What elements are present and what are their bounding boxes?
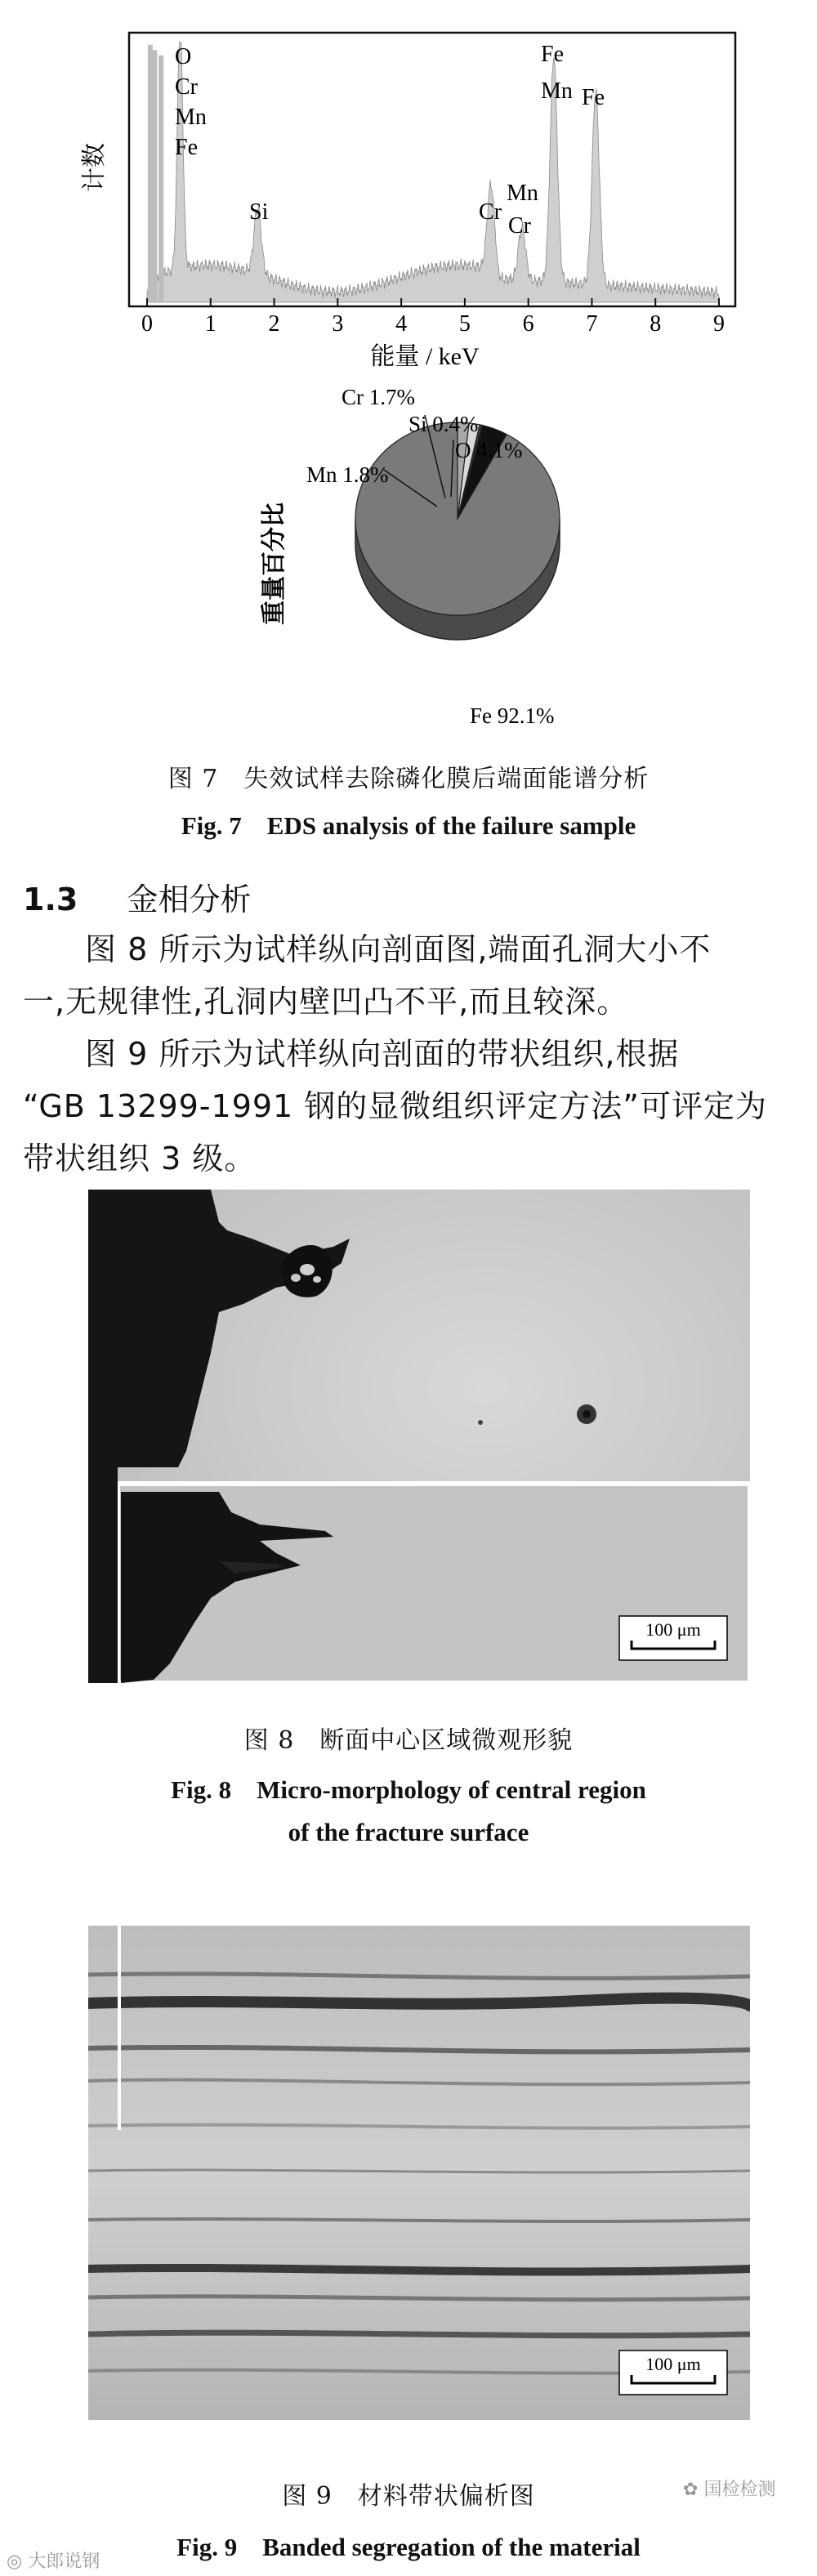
paragraph-line: 图 8 所示为试样纵向剖面图,端面孔洞大小不 — [85, 931, 712, 967]
spectrum-peak-label: Mn — [175, 105, 207, 130]
spectrum-xtick-label: 5 — [458, 311, 471, 337]
paragraph-1 — [23, 923, 807, 1028]
fig8-caption-en-2: of the fracture surface — [288, 1818, 529, 1846]
fig9-scalebar — [619, 2351, 727, 2395]
spectrum-peak-label: Fe — [541, 42, 564, 67]
fig9-micrograph — [88, 1926, 750, 2420]
spectrum-peak-label: Mn — [541, 78, 573, 104]
pie-ylabel: 重量百分比 — [261, 502, 288, 625]
watermark-right: ✿ 国检检测 — [683, 2480, 776, 2500]
paragraph-2 — [23, 1028, 807, 1185]
pie-label-fe: Fe 92.1% — [470, 703, 555, 728]
spectrum-xtick-label: 8 — [650, 311, 662, 337]
spectrum-peak-label: Cr — [175, 74, 198, 100]
spectrum-peak-label: Cr — [508, 213, 531, 239]
pie-label-mn: Mn 1.8% — [306, 462, 389, 487]
spectrum-curve — [147, 42, 719, 303]
spectrum-low-energy-line — [158, 56, 163, 302]
pie-label-o: O 4.1% — [455, 438, 523, 462]
fig8-scalebar-label: 100 μm — [645, 1619, 701, 1640]
section-title: 金相分析 — [127, 882, 252, 917]
fig9-caption-en: Fig. 9 Banded segregation of the material — [176, 2533, 641, 2561]
spectrum-ylabel: 计数 — [81, 143, 108, 192]
watermark-left: ◎ 大郎说钢 — [7, 2551, 100, 2572]
spectrum-xtick-label: 1 — [204, 311, 217, 337]
section-number: 1.3 — [23, 882, 78, 917]
spectrum-xlabel: 能量 / keV — [370, 343, 480, 370]
spectrum-peak-label: Fe — [582, 85, 605, 110]
fig7-caption-en: Fig. 7 EDS analysis of the failure sample — [181, 811, 636, 840]
weight-percent-pie — [0, 376, 817, 752]
spectrum-peak-label: Cr — [479, 199, 502, 225]
spectrum-xticks — [141, 298, 725, 337]
fig9-caption-cn: 图 9 材料带状偏析图 — [282, 2482, 535, 2511]
paragraph-line: 带状组织 3 级。 — [23, 1141, 257, 1176]
paragraph-line: 一,无规律性,孔洞内壁凹凸不平,而且较深。 — [23, 984, 629, 1020]
paragraph-line: “GB 13299-1991 钢的显微组织评定方法”可评定为 — [23, 1088, 767, 1124]
spectrum-xtick-label: 4 — [395, 311, 408, 337]
spectrum-xtick-label: 7 — [586, 311, 598, 337]
spectrum-peak-label: O — [175, 44, 192, 69]
fig8-caption-cn: 图 8 断面中心区域微观形貌 — [243, 1726, 574, 1755]
fig8-caption-en-1: Fig. 8 Micro-morphology of central region — [171, 1775, 646, 1804]
fig7-caption-cn: 图 7 失效试样去除磷化膜后端面能谱分析 — [167, 765, 650, 793]
spectrum-low-energy-line — [148, 45, 153, 302]
spectrum-xtick-label: 9 — [713, 311, 725, 337]
wechat-icon: ✿ — [683, 2480, 699, 2500]
paragraph-line: 图 9 所示为试样纵向剖面的带状组织,根据 — [85, 1036, 680, 1072]
fig9-scalebar-label: 100 μm — [645, 2354, 701, 2374]
spectrum-peak-label: Si — [249, 199, 269, 225]
spectrum-xtick-label: 2 — [268, 311, 280, 337]
spectrum-peak-label: Mn — [507, 181, 538, 206]
section-heading — [23, 874, 252, 919]
eds-spectrum-chart — [0, 0, 817, 376]
fig8-scalebar — [619, 1616, 727, 1660]
spectrum-peak-labels — [175, 42, 605, 239]
spectrum-peak-label: Fe — [175, 135, 198, 160]
spectrum-fill — [147, 42, 719, 303]
pie-label-cr: Cr 1.7% — [342, 385, 415, 409]
spectrum-xtick-label: 3 — [332, 311, 344, 337]
pie-label-si: Si 0.4% — [408, 412, 479, 436]
weibo-icon: ◎ — [7, 2551, 23, 2572]
fig8-micrograph — [88, 1190, 750, 1683]
spectrum-low-energy-line — [152, 50, 157, 302]
spectrum-xtick-label: 6 — [522, 311, 534, 337]
spectrum-xtick-label: 0 — [141, 311, 153, 337]
